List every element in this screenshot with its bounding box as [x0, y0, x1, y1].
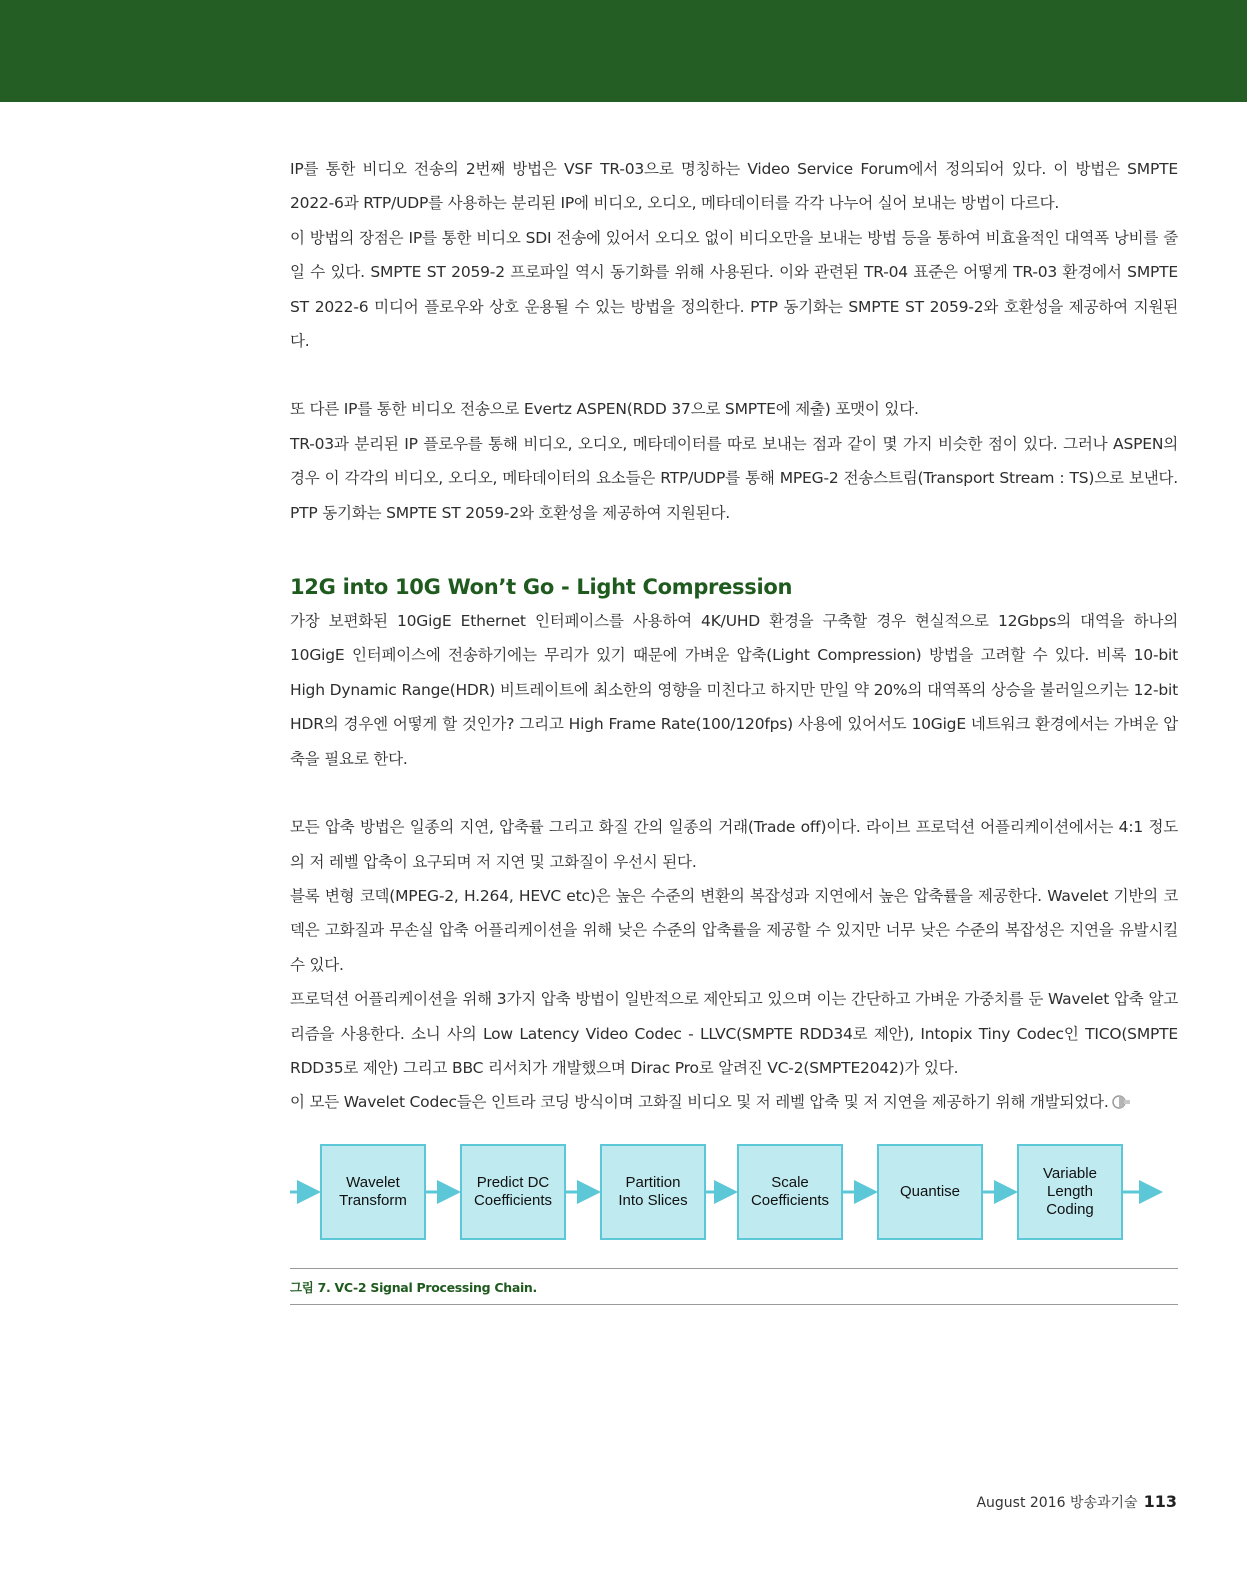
caption-rule-top: [290, 1268, 1178, 1269]
page-footer: [976, 1492, 1177, 1512]
box-wavelet-transform: Wavelet Transform: [320, 1144, 426, 1240]
box-scale: Scale Coefficients: [737, 1144, 843, 1240]
article-body: [290, 152, 1178, 1120]
box-predict-dc: Predict DC Coefficients: [460, 1144, 566, 1240]
paragraph: 이 방법의 장점은 IP를 통한 비디오 SDI 전송에 있어서 오디오 없이 비디오만을 보내는 방법 등을 통하여 비효율적인 대역폭 낭비를 줄일 수 있다. SMPTE ST 2059-2 프로파일 역시 동기화를 위해 사용된다. 이와 관련된 TR-04 표준은 어떻게 TR-03 환경에서 SMPTE ST 2022-6 미디어 플로우와 상호 운용될 수 있는 방법을 정의한다. PTP 동기화는 SMPTE ST 2059-2와 호환성을 제공하여 지원된다.: [290, 228, 1178, 351]
paragraph-text: 이 모든 Wavelet Codec들은 인트라 코딩 방식이며 고화질 비디오 및 저 레벨 압축 및 저 지연을 제공하기 위해 개발되었다.: [290, 1093, 1109, 1112]
paragraph: 가장 보편화된 10GigE Ethernet 인터페이스를 사용하여 4K/UHD 환경을 구축할 경우 현실적으로 12Gbps의 대역을 하나의 10GigE 인터페이스에 전송하기에는 무리가 있기 때문에 가벼운 압축(Light Compression) 방법을 고려할 수 있다. 비록 10-bit High Dynamic Range(HDR) 비트레이트에 최소한의 영향을 미친다고 하지만 만일 약 20%의 대역폭의 상승을 불러일으키는 12-bit HDR의 경우엔 어떻게 할 것인가? 그리고 High Frame Rate(100/120fps) 사용에 있어서도 10GigE 네트워크 환경에서는 가벼운 압축을 필요로 한다.: [290, 612, 1178, 768]
section-heading: 12G into 10G Won’t Go - Light Compression: [290, 575, 793, 600]
paragraph: IP를 통한 비디오 전송의 2번째 방법은 VSF TR-03으로 명칭하는 Video Service Forum에서 정의되어 있다. 이 방법은 SMPTE 2022-6과 RTP/UDP를 사용하는 분리된 IP에 비디오, 오디오, 메타데이터를 각각 나누어 실어 보내는 방법이 다르다.: [290, 160, 1178, 213]
box-quantise: Quantise: [877, 1144, 983, 1240]
vc2-processing-chain-diagram: [290, 1140, 1178, 1250]
paragraph: 모든 압축 방법은 일종의 지연, 압축률 그리고 화질 간의 일종의 거래(Trade off)이다. 라이브 프로덕션 어플리케이션에서는 4:1 정도의 저 레벨 압축이 요구되며 저 지연 및 고화질이 우선시 된다.: [290, 818, 1178, 871]
page-number: 113: [1143, 1492, 1177, 1511]
paragraph: 프로덕션 어플리케이션을 위해 3가지 압축 방법이 일반적으로 제안되고 있으며 이는 간단하고 가벼운 가중치를 둔 Wavelet 압축 알고리즘을 사용한다. 소니 사의 Low Latency Video Codec - LLVC(SMPTE RDD34로 제안), Intopix Tiny Codec인 TICO(SMPTE RDD35로 제안) 그리고 BBC 리서치가 개발했으며 Dirac Pro로 알려진 VC-2(SMPTE2042)가 있다.: [290, 990, 1178, 1077]
issue-label: August 2016 방송과기술: [976, 1495, 1138, 1511]
figure-caption: 그림 7. VC-2 Signal Processing Chain.: [290, 1280, 537, 1295]
paragraph: [290, 1085, 1178, 1119]
box-vlc: Variable Length Coding: [1017, 1144, 1123, 1240]
paragraph: 또 다른 IP를 통한 비디오 전송으로 Evertz ASPEN(RDD 37으로 SMPTE에 제출) 포맷이 있다.: [290, 400, 919, 419]
end-mark-icon: [1112, 1095, 1130, 1109]
paragraph: TR-03과 분리된 IP 플로우를 통해 비디오, 오디오, 메타데이터를 따로 보내는 점과 같이 몇 가지 비슷한 점이 있다. 그러나 ASPEN의 경우 이 각각의 비디오, 오디오, 메타데이터의 요소들은 RTP/UDP를 통해 MPEG-2 전송스트림(Transport Stream : TS)으로 보낸다. PTP 동기화는 SMPTE ST 2059-2와 호환성을 제공하여 지원된다.: [290, 434, 1178, 522]
box-partition: Partition Into Slices: [600, 1144, 706, 1240]
caption-rule-bottom: [290, 1304, 1178, 1305]
header-band: [0, 0, 1247, 102]
paragraph: 블록 변형 코덱(MPEG-2, H.264, HEVC etc)은 높은 수준의 변환의 복잡성과 지연에서 높은 압축률을 제공한다. Wavelet 기반의 코덱은 고화질과 무손실 압축 어플리케이션을 위해 낮은 수준의 압축률을 제공할 수 있지만 너무 낮은 수준의 복잡성은 지연을 유발시킬 수 있다.: [290, 886, 1178, 974]
